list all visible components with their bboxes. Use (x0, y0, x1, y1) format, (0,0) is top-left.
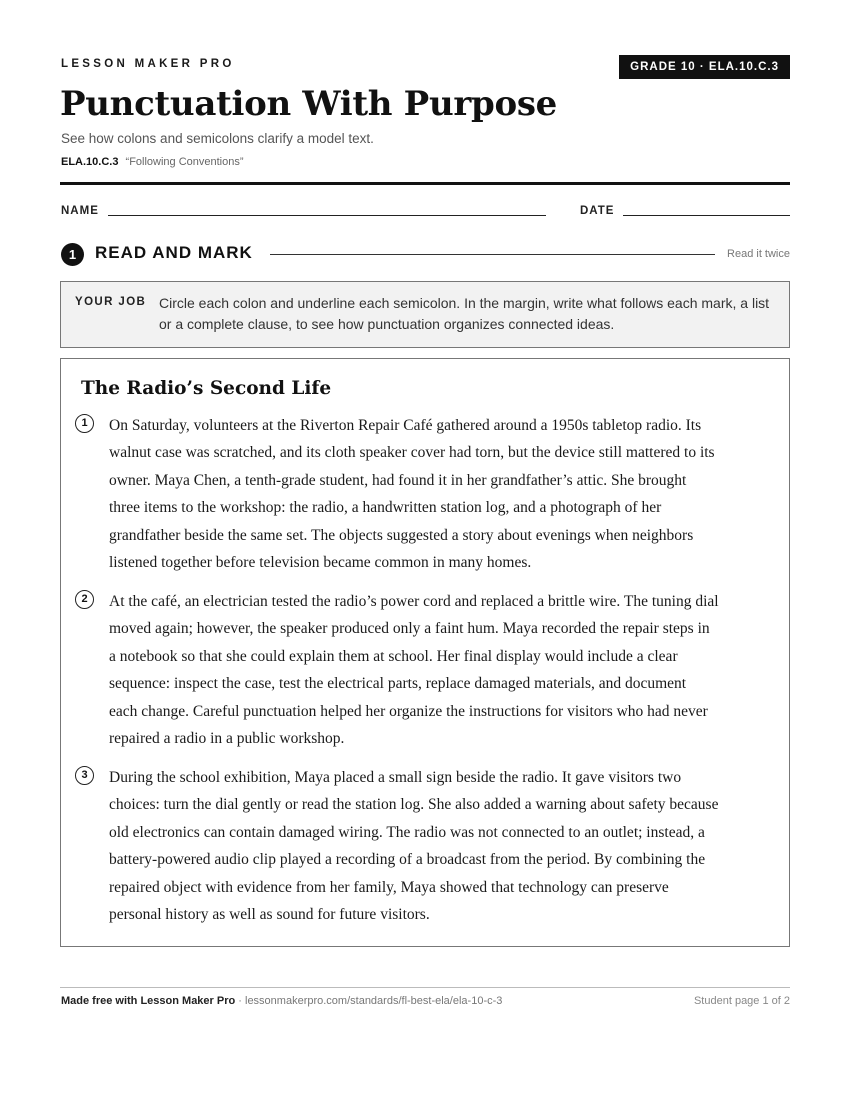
paragraph-line: grandfather beside the same set. The objects suggested a story about evenings when neighbors (109, 526, 694, 544)
instructions-label: YOUR JOB (75, 296, 147, 308)
paragraph-line: sequence: inspect the case, test the electrical parts, replace damaged materials, and document (109, 675, 687, 693)
instructions-text: Circle each colon and underline each semicolon. In the margin, write what follows each mark, a list or a complete clause, to see how punctuation organizes connected ideas. (159, 295, 770, 332)
paragraph-line: a notebook so that she could explain them at school. Her final display would include a clear (109, 647, 678, 665)
paragraph-text (109, 764, 777, 928)
paragraph-line: moved again; however, the speaker produced only a faint hum. Maya recorded the repair steps in (109, 620, 710, 638)
paragraph-text (109, 412, 777, 576)
footer-url[interactable]: · lessonmakerpro.com/standards/fl-best-ela/ela-10-c-3 (235, 995, 503, 1007)
instructions-box (60, 281, 790, 348)
paragraph-number: 1 (75, 414, 94, 433)
section-number-badge: 1 (61, 243, 84, 266)
page-number: Student page 1 of 2 (693, 995, 790, 1007)
page-title: Punctuation With Purpose (60, 84, 558, 124)
paragraph-line: repaired a radio in a public workshop. (109, 730, 345, 748)
section-note: Read it twice (727, 248, 790, 260)
paragraph-line: repaired object with evidence from her family, Maya showed that technology can preserve (109, 878, 669, 896)
grade-badge: GRADE 10 · ELA.10.C.3 (619, 55, 790, 79)
section-title: READ AND MARK (95, 243, 253, 262)
paragraph-line: three items to the workshop: the radio, a handwritten station log, and a photograph of her (109, 499, 662, 517)
standard-line (61, 156, 244, 168)
paragraph-line: On Saturday, volunteers at the Riverton Repair Café gathered around a 1950s tabletop radio. Its (109, 417, 702, 434)
paragraph-line: battery-powered audio clip played a recording of a broadcast from the period. By combining the (109, 851, 706, 869)
paragraph-line: At the café, an electrician tested the radio’s power cord and replaced a brittle wire. The tuning dial (109, 593, 719, 610)
header-divider (60, 182, 790, 185)
paragraph-number: 2 (75, 590, 94, 609)
section-divider (270, 254, 715, 255)
paragraph-line: old electronics can contain damaged wiring. The radio was not connected to an outlet; instead, a (109, 823, 705, 841)
name-label: NAME (61, 205, 99, 217)
footer-divider (60, 987, 790, 988)
date-label: DATE (580, 205, 615, 217)
reading-passage (60, 358, 790, 947)
passage-title: The Radio’s Second Life (81, 378, 332, 399)
date-field[interactable] (623, 215, 790, 216)
paragraph-line: listened together before television became common in many homes. (109, 554, 532, 572)
paragraph-number: 3 (75, 766, 94, 785)
name-field[interactable] (108, 215, 546, 216)
standard-name: “Following Conventions” (125, 156, 244, 168)
page-subtitle: See how colons and semicolons clarify a model text. (61, 131, 374, 146)
footer-credit (61, 995, 502, 1007)
paragraph-line: choices: turn the dial gently or read the station log. She also added a warning about safety because (109, 796, 719, 814)
paragraph-line: walnut case was scratched, and its cloth speaker cover had torn, but the device still mattered to its (109, 444, 715, 462)
paragraph-line: During the school exhibition, Maya placed a small sign beside the radio. It gave visitors two (109, 769, 682, 786)
footer-made-with: Made free with Lesson Maker Pro (61, 995, 236, 1007)
brand-name: LESSON MAKER PRO (61, 58, 235, 70)
paragraph-line: personal history as well as sound for future visitors. (109, 906, 430, 924)
paragraph-line: each change. Careful punctuation helped her organize the instructions for visitors who had never (109, 702, 708, 720)
paragraph-text (109, 588, 777, 752)
standard-code: ELA.10.C.3 (61, 156, 119, 168)
paragraph-line: owner. Maya Chen, a tenth-grade student, had found it in her grandfather’s attic. She brought (109, 471, 687, 489)
